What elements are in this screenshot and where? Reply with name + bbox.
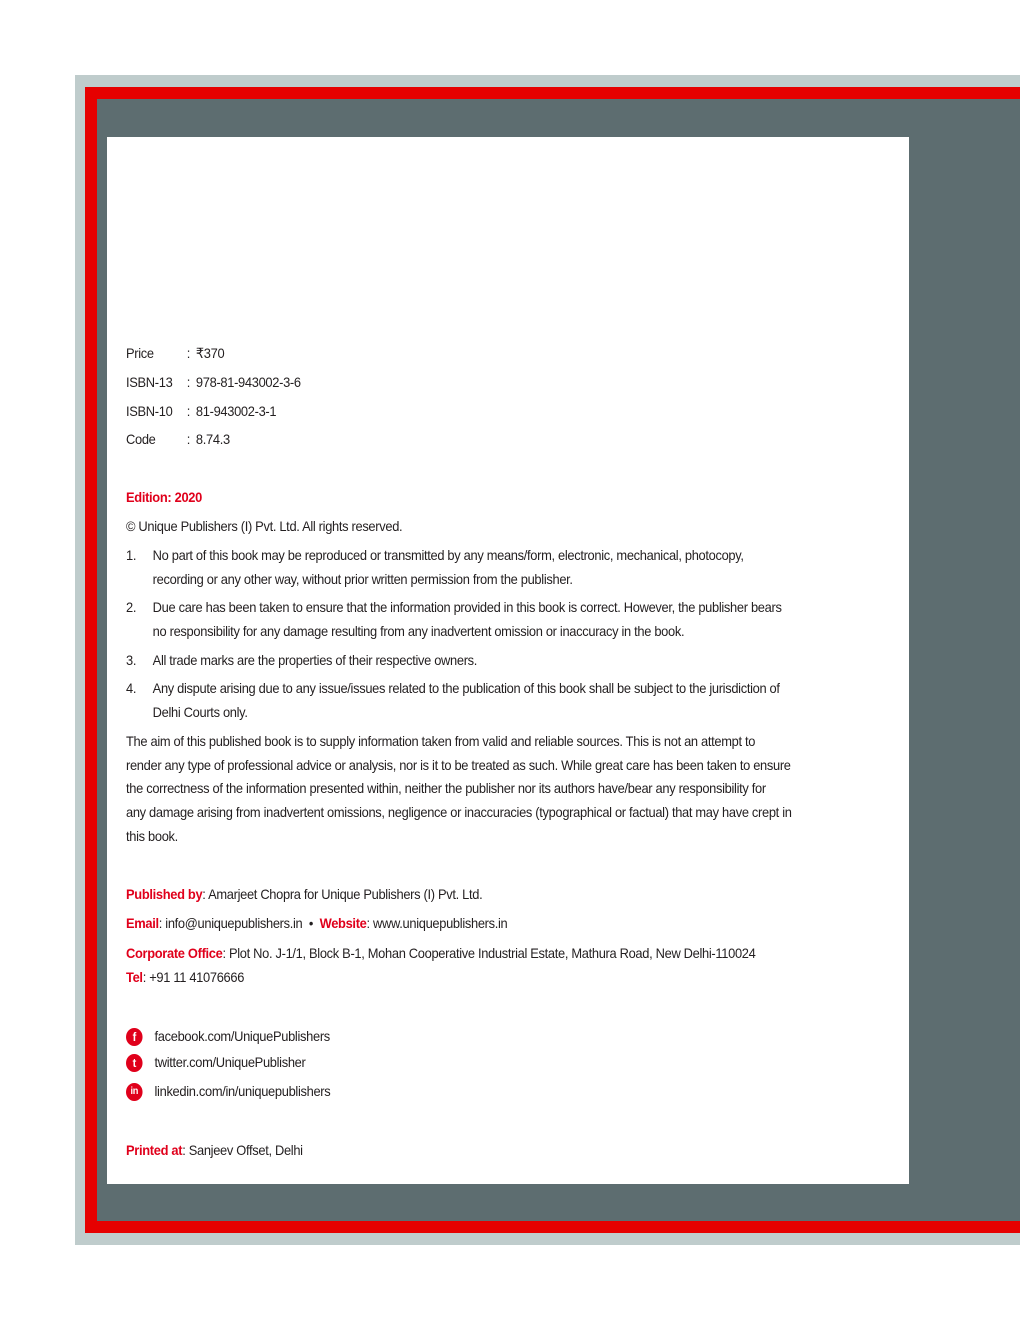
social-link-text[interactable]: linkedin.com/in/uniquepublishers [154, 1083, 331, 1099]
meta-label: Code [126, 431, 156, 447]
telephone-label: Tel [126, 969, 143, 985]
term-text-continued: no responsibility for any damage resulting from any inadvertent omission or inaccuracy in the book. [152, 623, 685, 639]
meta-sep: : [186, 374, 190, 390]
meta-value: 978-81-943002-3-6 [195, 374, 301, 390]
telephone-value: : +91 11 41076666 [142, 969, 245, 985]
printed-at-line [126, 1142, 303, 1158]
term-text-continued: recording or any other way, without prior written permission from the publisher. [152, 571, 573, 587]
term-text: Due care has been taken to ensure that the information provided in this book is correct. However, the publisher bears [152, 599, 782, 615]
term-text: Any dispute arising due to any issue/issues related to the publication of this book shall be subject to the jurisdiction of [152, 680, 780, 696]
printed-at-value: : Sanjeev Offset, Delhi [182, 1142, 303, 1158]
meta-label: ISBN-10 [126, 403, 173, 419]
meta-sep: : [186, 345, 190, 361]
website-value[interactable]: : www.uniquepublishers.in [366, 915, 508, 931]
disclaimer-line: render any type of professional advice or analysis, nor is it to be treated as such. While great care has been taken to ensure [126, 757, 791, 773]
disclaimer-line: the correctness of the information presented within, neither the publisher nor its authors have/bear any responsibility for [126, 780, 766, 796]
contact-line [126, 915, 507, 931]
disclaimer-line: this book. [126, 828, 178, 844]
disclaimer-line: The aim of this published book is to supply information taken from valid and reliable sources. This is not an attempt to [126, 733, 756, 749]
copyright-line: © Unique Publishers (I) Pvt. Ltd. All rights reserved. [126, 518, 403, 534]
printed-at-label: Printed at [126, 1142, 183, 1158]
meta-value: 81-943002-3-1 [195, 403, 277, 419]
term-number: 2. [126, 599, 137, 615]
meta-label: ISBN-13 [126, 374, 173, 390]
term-text-continued: Delhi Courts only. [152, 704, 248, 720]
linkedin-icon: in [126, 1083, 143, 1101]
meta-sep: : [186, 431, 190, 447]
website-label: Website [319, 915, 367, 931]
term-number: 1. [126, 547, 137, 563]
disclaimer-line: any damage arising from inadvertent omissions, negligence or inaccuracies (typographical or factual) that may have crept in [126, 804, 792, 820]
published-by-line [126, 886, 482, 902]
edition-heading: Edition: 2020 [126, 489, 202, 505]
social-link-text[interactable]: twitter.com/UniquePublisher [154, 1054, 306, 1070]
meta-value: 8.74.3 [195, 431, 230, 447]
facebook-icon: f [126, 1028, 143, 1046]
meta-sep: : [186, 403, 190, 419]
meta-value: ₹370 [195, 345, 225, 361]
corporate-office-label: Corporate Office [126, 945, 223, 961]
corporate-office-value: : Plot No. J-1/1, Block B-1, Mohan Cooperative Industrial Estate, Mathura Road, New Delhi-110024 [222, 945, 756, 961]
email-label: Email [126, 915, 159, 931]
term-number: 3. [126, 652, 137, 668]
email-value[interactable]: : info@uniquepublishers.in • [158, 915, 320, 931]
published-by-label: Published by [126, 886, 203, 902]
term-number: 4. [126, 680, 137, 696]
term-text: No part of this book may be reproduced or transmitted by any means/form, electronic, mechanical, photocopy, [152, 547, 744, 563]
published-by-value: : Amarjeet Chopra for Unique Publishers (I) Pvt. Ltd. [202, 886, 483, 902]
meta-label: Price [126, 345, 154, 361]
twitter-icon: t [126, 1054, 143, 1072]
social-link-text[interactable]: facebook.com/UniquePublishers [154, 1028, 330, 1044]
term-text: All trade marks are the properties of their respective owners. [152, 652, 478, 668]
corporate-office-line [126, 945, 755, 961]
telephone-line [126, 969, 244, 985]
